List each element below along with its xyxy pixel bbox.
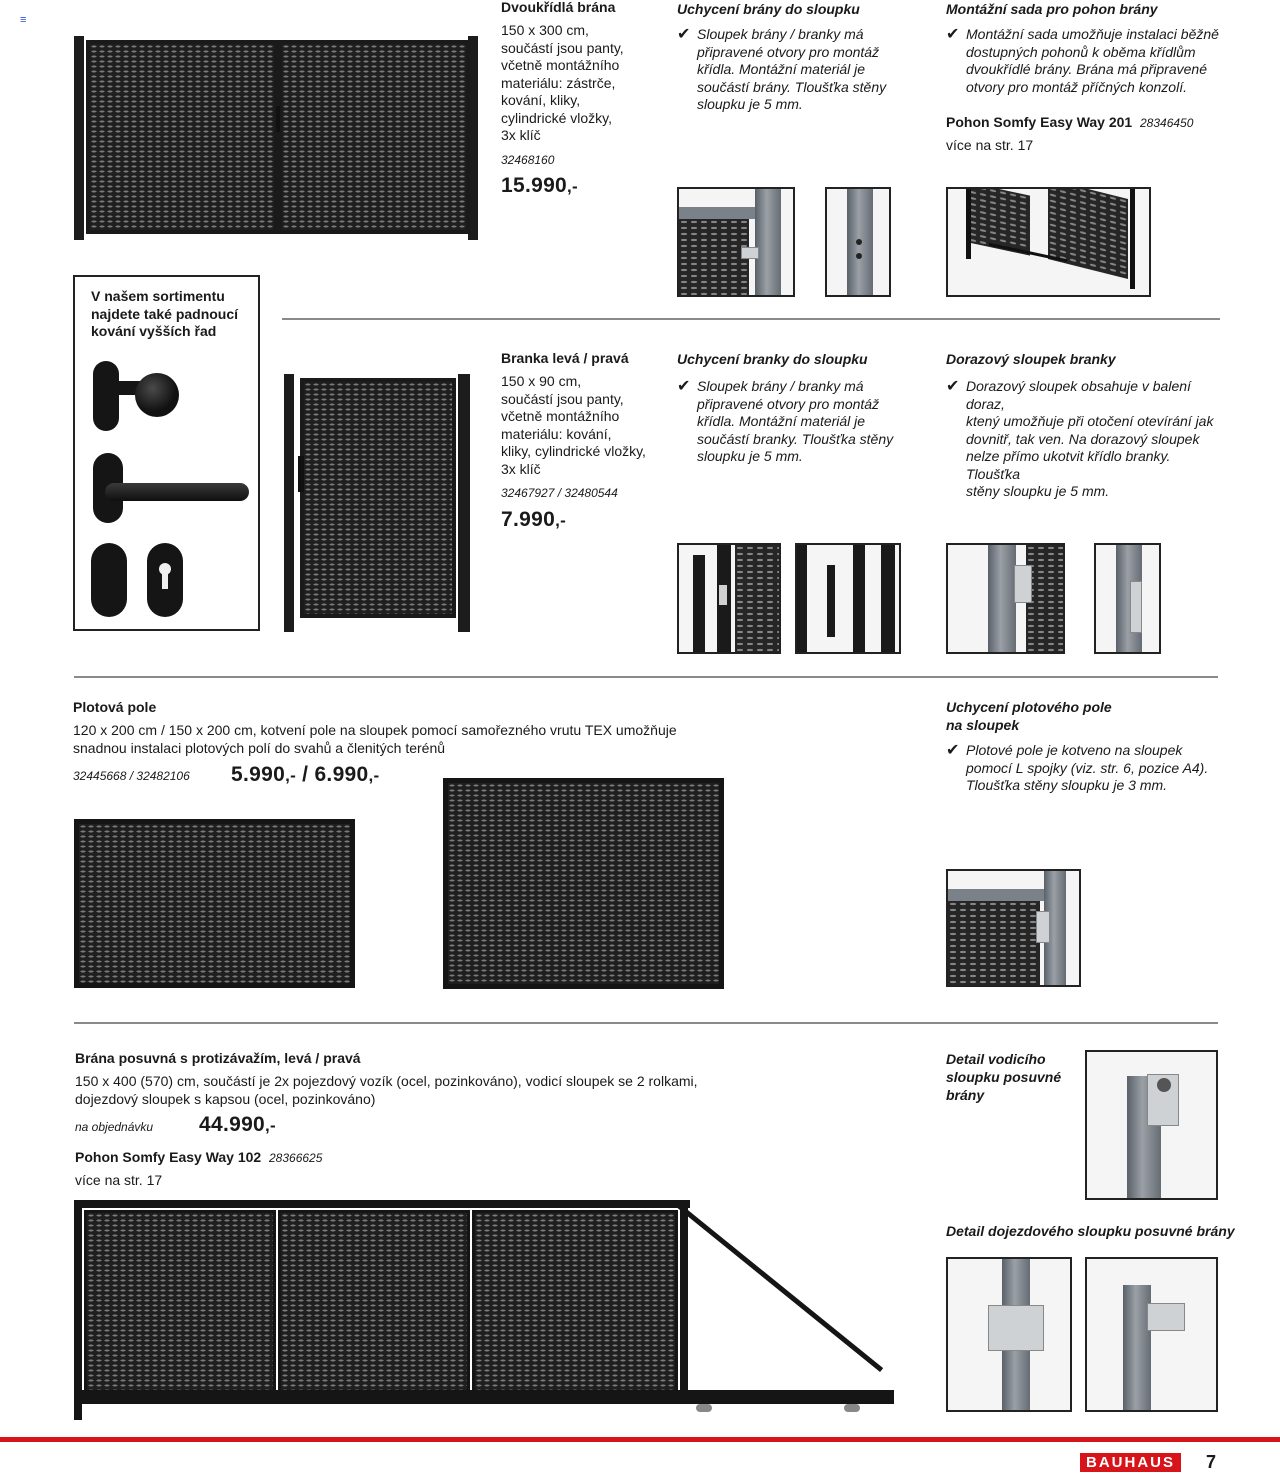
text-line: křídla. Montážní materiál je <box>697 413 866 429</box>
price-separator: / <box>296 763 315 786</box>
divider <box>74 676 1218 678</box>
double-gate-price <box>501 174 578 198</box>
sliding-gate-desc <box>75 1073 795 1108</box>
wicket-price <box>501 508 566 532</box>
page-number: 7 <box>1206 1452 1217 1472</box>
wicket-mount-title: Uchycení branky do sloupku <box>677 351 868 367</box>
panel-mount-title <box>946 698 1112 734</box>
desc-line: kliky, cylindrické vložky, <box>501 443 646 459</box>
desc-line: 150 x 300 cm, <box>501 22 589 38</box>
double-gate-desc <box>501 22 666 145</box>
stop-post-title: Dorazový sloupek branky <box>946 351 1116 367</box>
wicket-title: Branka levá / pravá <box>501 350 629 366</box>
desc-line: cylindrické vložky, <box>501 109 612 126</box>
sliding-gate-order-label: na objednávku <box>75 1120 154 1134</box>
sliding-gate-more[interactable]: více na str. 17 <box>75 1172 163 1188</box>
desc-line: 3x klíč <box>501 460 541 477</box>
price-suffix: ,- <box>265 1116 277 1135</box>
text-line: V našem sortimentu <box>91 288 225 304</box>
desc-line: kování, kliky, <box>501 92 581 108</box>
text-line: připravené otvory pro montáž <box>697 43 880 60</box>
drive-kit-more[interactable]: více na str. 17 <box>946 137 1034 153</box>
door-knob-icon <box>135 373 179 417</box>
fence-panel-large-image <box>443 778 724 989</box>
desc-line: materiálu: zástrče, <box>501 74 616 91</box>
gate-mount-title: Uchycení brány do sloupku <box>677 1 860 17</box>
desc-line: součástí jsou panty, <box>501 39 624 56</box>
stop-post-photo-2 <box>1094 543 1161 654</box>
title-line: sloupku posuvné <box>946 1069 1062 1085</box>
price-suffix: ,- <box>368 766 380 785</box>
gate-mount-photo-2 <box>825 187 891 297</box>
panel-mount-photo <box>946 869 1081 987</box>
text-line: součástí brány. Tloušťka stěny <box>697 78 887 95</box>
sliding-gate-image <box>74 1200 896 1422</box>
sliding-gate-title: Brána posuvná s protizávažím, levá / pravá <box>75 1050 361 1066</box>
text-line: Montážní sada umožňuje instalaci běžně <box>966 26 1219 42</box>
wicket-mount-photo-2 <box>795 543 901 654</box>
corner-mark: ≡ <box>20 14 27 26</box>
fence-panels-desc <box>73 722 793 757</box>
assortment-box <box>73 275 260 631</box>
text-line: sloupku je 5 mm. <box>697 448 803 464</box>
product-sku: 28366625 <box>269 1151 323 1165</box>
wicket-mount-text <box>677 378 907 466</box>
price-value: 15.990 <box>501 174 568 197</box>
stop-post-photo-1 <box>946 543 1065 654</box>
fence-panels-price <box>231 763 380 787</box>
text-line: sloupku je 5 mm. <box>697 96 803 112</box>
end-post-photo-2 <box>1085 1257 1218 1412</box>
price-suffix: ,- <box>285 766 297 785</box>
desc-line: 120 x 200 cm / 150 x 200 cm, kotvení pole na sloupek pomocí samořezného vrutu TEX umožňuje <box>73 722 677 738</box>
title-line: Uchycení plotového pole <box>946 699 1112 715</box>
price-suffix: ,- <box>555 511 567 530</box>
gate-mount-text <box>677 26 907 114</box>
brand-logo: BAUHAUS <box>1080 1453 1181 1472</box>
divider <box>282 318 1220 320</box>
escutcheon-icon <box>91 543 127 617</box>
knob-rosette-icon <box>93 361 119 431</box>
check-icon: ✔ <box>946 26 960 43</box>
check-icon: ✔ <box>677 26 691 43</box>
text-line: součástí branky. Tloušťka stěny <box>697 430 894 447</box>
product-name: Pohon Somfy Easy Way 201 <box>946 114 1133 130</box>
drive-kit-text <box>946 26 1226 96</box>
guide-post-title <box>946 1050 1061 1104</box>
price-value: 6.990 <box>314 763 369 786</box>
text-line: Sloupek brány / branky má <box>697 378 864 394</box>
title-line: na sloupek <box>946 717 1020 733</box>
text-line: Sloupek brány / branky má <box>697 26 864 42</box>
drive-kit-photo <box>946 187 1151 297</box>
text-line: dostupných pohonů k oběma křídlům <box>966 43 1196 60</box>
gate-mount-photo-1 <box>677 187 795 297</box>
text-line: Dorazový sloupek obsahuje v balení doraz, <box>966 378 1191 412</box>
fence-panels-title: Plotová pole <box>73 699 157 715</box>
desc-line: 3x klíč <box>501 127 541 143</box>
wicket-image <box>284 374 474 634</box>
text-line: najdete také padnoucí <box>91 305 239 322</box>
guide-post-photo <box>1085 1050 1218 1200</box>
text-line: dvoukřídlé brány. Brána má připravené <box>966 61 1207 77</box>
desc-line: včetně montážního <box>501 57 620 73</box>
wicket-sku: 32467927 / 32480544 <box>501 486 618 500</box>
price-value: 44.990 <box>199 1113 266 1136</box>
price-value: 5.990 <box>231 763 286 786</box>
sliding-gate-price <box>199 1113 276 1137</box>
text-line: Tloušťka stěny sloupku je 3 mm. <box>966 777 1168 793</box>
text-line: křídla. Montážní materiál je <box>697 61 866 77</box>
double-gate-image <box>74 36 478 240</box>
sliding-gate-product <box>75 1148 322 1166</box>
text-line: kování vyšších řad <box>91 323 217 339</box>
check-icon: ✔ <box>677 378 691 395</box>
product-name: Pohon Somfy Easy Way 102 <box>75 1149 262 1165</box>
wicket-desc <box>501 373 671 478</box>
fence-panels-sku: 32445668 / 32482106 <box>73 769 190 783</box>
end-post-photo-1 <box>946 1257 1072 1412</box>
lever-handle-icon <box>105 483 249 501</box>
drive-kit-product <box>946 113 1193 131</box>
check-icon: ✔ <box>946 378 960 395</box>
text-line: otvory pro montáž příčných konzolí. <box>966 78 1187 95</box>
text-line: pomocí L spojky (viz. str. 6, pozice A4). <box>966 759 1209 776</box>
text-line: stěny sloupku je 5 mm. <box>966 483 1110 499</box>
text-line: Plotové pole je kotveno na sloupek <box>966 742 1183 758</box>
double-gate-sku: 32468160 <box>501 153 555 167</box>
text-line: nelze přímo ukotvit křídlo branky. Tloušťka <box>966 448 1171 482</box>
desc-line: včetně montážního <box>501 408 620 424</box>
end-post-title: Detail dojezdového sloupku posuvné brány <box>946 1223 1235 1239</box>
title-line: brány <box>946 1087 985 1103</box>
fence-panel-small-image <box>74 819 355 988</box>
desc-line: součástí jsou panty, <box>501 390 624 407</box>
product-sku: 28346450 <box>1140 116 1194 130</box>
drive-kit-title: Montážní sada pro pohon brány <box>946 1 1158 17</box>
check-icon: ✔ <box>946 742 960 759</box>
footer-red-rule <box>0 1437 1280 1442</box>
desc-line: snadnou instalaci plotových polí do svahů a členitých terénů <box>73 739 446 756</box>
divider <box>74 1022 1218 1024</box>
price-value: 7.990 <box>501 508 556 531</box>
text-line: dovnitř, tak ven. Na dorazový sloupek <box>966 430 1200 447</box>
desc-line: materiálu: kování, <box>501 425 612 442</box>
price-suffix: ,- <box>567 177 579 196</box>
stop-post-text <box>946 378 1226 501</box>
double-gate-title: Dvoukřídlá brána <box>501 0 616 15</box>
text-line: připravené otvory pro montáž <box>697 395 880 412</box>
desc-line: 150 x 400 (570) cm, součástí je 2x pojezdový vozík (ocel, pozinkováno), vodicí sloupek se 2 rolkami, <box>75 1073 698 1089</box>
title-line: Detail vodicího <box>946 1051 1046 1067</box>
desc-line: 150 x 90 cm, <box>501 373 582 389</box>
text-line: ktený umožňuje při otočení otevírání jak <box>966 413 1214 429</box>
desc-line: dojezdový sloupek s kapsou (ocel, pozinkováno) <box>75 1090 376 1107</box>
wicket-mount-photo-1 <box>677 543 781 654</box>
panel-mount-text <box>946 742 1226 795</box>
